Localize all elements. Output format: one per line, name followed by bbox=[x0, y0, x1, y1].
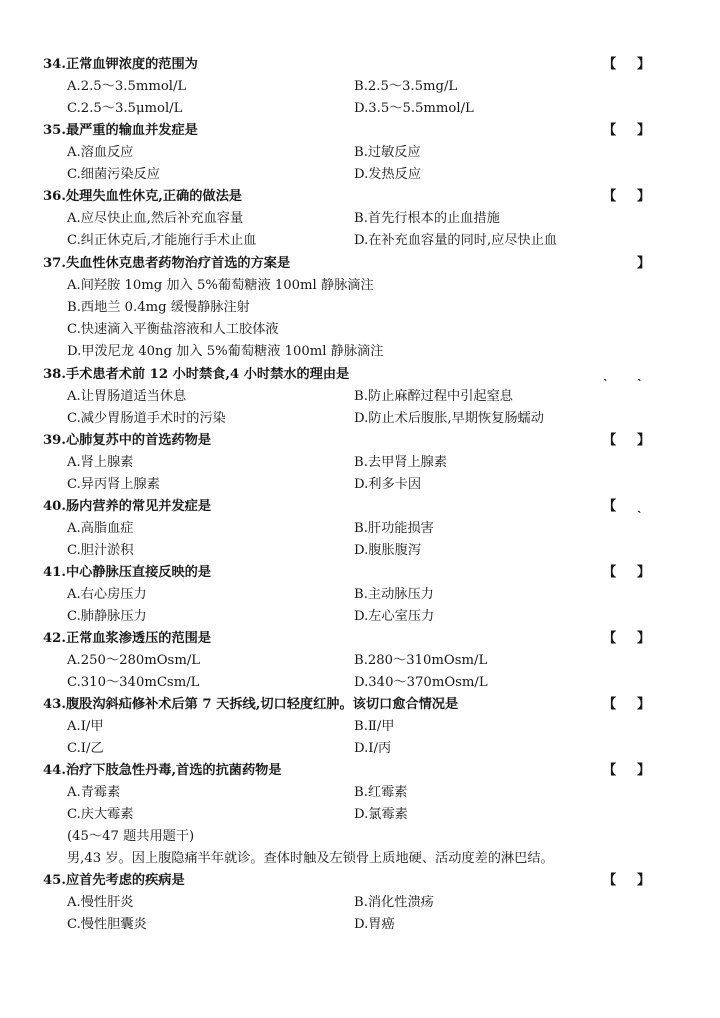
option-c: C.肺静脉压力 bbox=[67, 609, 147, 624]
option-b: B.红霉素 bbox=[354, 785, 408, 800]
option-row bbox=[0, 540, 720, 562]
option-row bbox=[0, 98, 720, 120]
option-a: A.250～280mOsm/L bbox=[67, 653, 201, 668]
option-b: B.肝功能损害 bbox=[354, 521, 434, 536]
question-stem-row: 38.手术患者术前 12 小时禁食,4 小时禁水的理由是 ˎ ˎ bbox=[0, 364, 720, 386]
option-row bbox=[0, 672, 720, 694]
option-c: C.异丙肾上腺素 bbox=[67, 477, 160, 492]
shared-note-row bbox=[0, 826, 720, 848]
option-d: D.Ⅰ/丙 bbox=[354, 741, 392, 756]
option-row bbox=[0, 319, 720, 341]
option-b: B.Ⅱ/甲 bbox=[354, 719, 395, 734]
option-c: C.310～340mCsm/L bbox=[67, 675, 200, 690]
option-row bbox=[0, 474, 720, 496]
question-stem: 38.手术患者术前 12 小时禁食,4 小时禁水的理由是 bbox=[43, 367, 350, 382]
option-a: A.让胃肠道适当休息 bbox=[67, 389, 187, 404]
option-row bbox=[0, 452, 720, 474]
option-b: B.去甲肾上腺素 bbox=[354, 455, 448, 470]
option-row bbox=[0, 164, 720, 186]
question-stem-row: 39.心肺复苏中的首选药物是 【 】 bbox=[0, 430, 720, 452]
option-row bbox=[0, 275, 720, 297]
option-a: A.肾上腺素 bbox=[67, 455, 134, 470]
option-b: B.西地兰 0.4mg 缓慢静脉注射 bbox=[67, 300, 250, 315]
shared-stem-row bbox=[0, 848, 720, 870]
question-stem-row: 36.处理失血性休克,正确的做法是 【 】 bbox=[0, 186, 720, 208]
option-row bbox=[0, 606, 720, 628]
option-d: D.340～370mOsm/L bbox=[354, 675, 488, 690]
option-row bbox=[0, 518, 720, 540]
option-c: C.细菌污染反应 bbox=[67, 167, 160, 182]
question-stem: 43.腹股沟斜疝修补术后第 7 天拆线,切口轻度红肿。该切口愈合情况是 bbox=[43, 697, 459, 712]
question-stem: 44.治疗下肢急性丹毒,首选的抗菌药物是 bbox=[43, 763, 282, 778]
option-b: B.280～310mOsm/L bbox=[354, 653, 488, 668]
shared-stem: 男,43 岁。因上腹隐痛半年就诊。查体时触及左锁骨上质地硬、活动度差的淋巴结。 bbox=[67, 851, 554, 866]
option-a: A.Ⅰ/甲 bbox=[67, 719, 104, 734]
option-a: A.高脂血症 bbox=[67, 521, 134, 536]
question-stem-row: 37.失血性休克患者药物治疗首选的方案是 】 bbox=[0, 253, 720, 275]
option-row bbox=[0, 892, 720, 914]
option-b: B.首先行根本的止血措施 bbox=[354, 211, 500, 226]
question-stem: 45.应首先考虑的疾病是 bbox=[43, 873, 185, 888]
option-row bbox=[0, 650, 720, 672]
option-row bbox=[0, 386, 720, 408]
question-stem-row: 34.正常血钾浓度的范围为 【 】 bbox=[0, 54, 720, 76]
option-d: D.在补充血容量的同时,应尽快止血 bbox=[354, 233, 558, 248]
option-a: A.2.5～3.5mmol/L bbox=[67, 79, 187, 94]
option-row bbox=[0, 914, 720, 936]
option-b: B.过敏反应 bbox=[354, 145, 421, 160]
option-c: C.Ⅰ/乙 bbox=[67, 741, 104, 756]
option-c: C.快速滴入平衡盐溶液和人工胶体液 bbox=[67, 322, 279, 337]
option-row bbox=[0, 142, 720, 164]
question-stem: 40.肠内营养的常见并发症是 bbox=[43, 499, 212, 514]
option-a: A.右心房压力 bbox=[67, 587, 147, 602]
option-c: C.减少胃肠道手术时的污染 bbox=[67, 411, 226, 426]
option-d: D.氯霉素 bbox=[354, 807, 408, 822]
option-d: D.利多卡因 bbox=[354, 477, 422, 492]
question-stem-row: 45.应首先考虑的疾病是 【 】 bbox=[0, 870, 720, 892]
question-stem: 35.最严重的输血并发症是 bbox=[43, 123, 198, 138]
option-b: B.消化性溃疡 bbox=[354, 895, 434, 910]
option-d: D.发热反应 bbox=[354, 167, 422, 182]
option-c: C.2.5～3.5μmol/L bbox=[67, 101, 183, 116]
option-a: A.青霉素 bbox=[67, 785, 121, 800]
option-row bbox=[0, 297, 720, 319]
option-c: C.慢性胆囊炎 bbox=[67, 917, 147, 932]
question-stem-row: 41.中心静脉压直接反映的是 【 】 bbox=[0, 562, 720, 584]
option-row bbox=[0, 782, 720, 804]
option-b: B.主动脉压力 bbox=[354, 587, 434, 602]
question-stem: 37.失血性休克患者药物治疗首选的方案是 bbox=[43, 256, 291, 271]
option-row bbox=[0, 738, 720, 760]
option-row bbox=[0, 341, 720, 363]
option-d: D.左心室压力 bbox=[354, 609, 435, 624]
option-d: D.腹胀腹泻 bbox=[354, 543, 422, 558]
option-a: A.应尽快止血,然后补充血容量 bbox=[67, 211, 244, 226]
option-c: C.纠正休克后,才能施行手术止血 bbox=[67, 233, 257, 248]
option-c: C.胆汁淤积 bbox=[67, 543, 134, 558]
question-stem: 41.中心静脉压直接反映的是 bbox=[43, 565, 212, 580]
question-stem: 39.心肺复苏中的首选药物是 bbox=[43, 433, 212, 448]
option-a: A.溶血反应 bbox=[67, 145, 134, 160]
option-b: B.2.5～3.5mg/L bbox=[354, 79, 458, 94]
option-b: B.防止麻醉过程中引起窒息 bbox=[354, 389, 513, 404]
question-stem-row: 44.治疗下肢急性丹毒,首选的抗菌药物是 【 】 bbox=[0, 760, 720, 782]
option-row bbox=[0, 208, 720, 230]
option-d: D.胃癌 bbox=[354, 917, 395, 932]
option-row bbox=[0, 804, 720, 826]
question-stem-row: 42.正常血浆渗透压的范围是 【 】 bbox=[0, 628, 720, 650]
option-row bbox=[0, 230, 720, 252]
option-d: D.防止术后腹胀,早期恢复肠蠕动 bbox=[354, 411, 544, 426]
option-row bbox=[0, 716, 720, 738]
option-row bbox=[0, 408, 720, 430]
question-stem-row: 43.腹股沟斜疝修补术后第 7 天拆线,切口轻度红肿。该切口愈合情况是 【 】 bbox=[0, 694, 720, 716]
option-d: D.甲泼尼龙 40ng 加入 5%葡萄糖液 100ml 静脉滴注 bbox=[67, 344, 384, 359]
option-a: A.慢性肝炎 bbox=[67, 895, 134, 910]
question-stem: 36.处理失血性休克,正确的做法是 bbox=[43, 189, 242, 204]
option-d: D.3.5～5.5mmol/L bbox=[354, 101, 474, 116]
option-a: A.间羟胺 10mg 加入 5%葡萄糖液 100ml 静脉滴注 bbox=[67, 278, 374, 293]
option-row bbox=[0, 76, 720, 98]
option-row bbox=[0, 584, 720, 606]
question-stem-row: 40.肠内营养的常见并发症是 【 ˎ bbox=[0, 496, 720, 518]
question-stem: 34.正常血钾浓度的范围为 bbox=[43, 57, 198, 72]
question-stem: 42.正常血浆渗透压的范围是 bbox=[43, 631, 212, 646]
option-c: C.庆大霉素 bbox=[67, 807, 134, 822]
question-stem-row: 35.最严重的输血并发症是 【 】 bbox=[0, 120, 720, 142]
shared-note: (45～47 题共用题干) bbox=[67, 829, 195, 844]
